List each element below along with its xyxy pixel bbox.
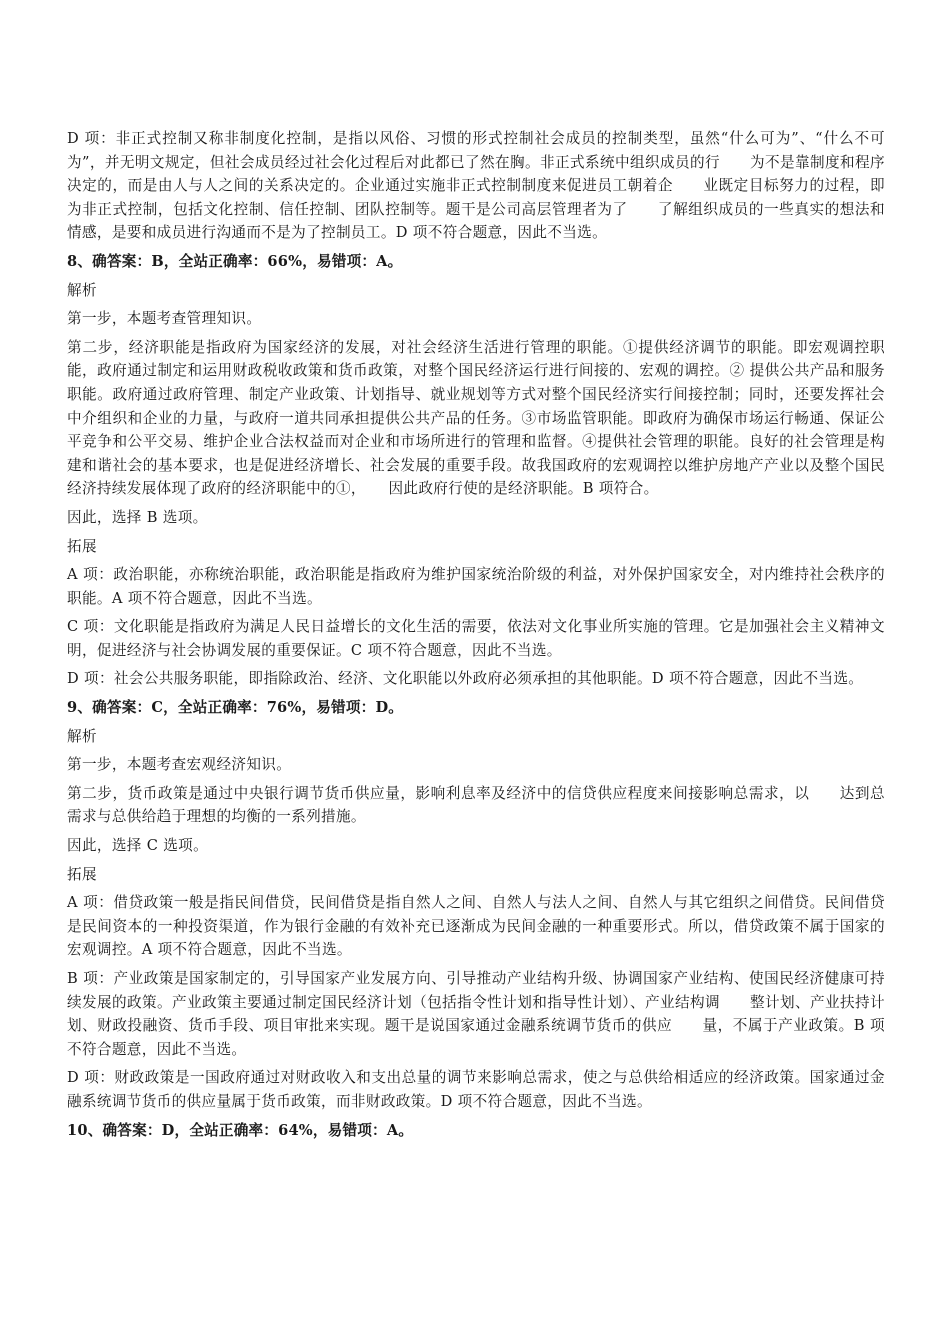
paragraph: 第二步，货币政策是通过中央银行调节货币供应量，影响利息率及经济中的信贷供应程度来间接影响总需求，以 达到总需求与总供给趋于理想的均衡的一系列措施。 xyxy=(67,784,885,826)
section-label: 解析 xyxy=(67,281,97,299)
paragraph: 因此，选择 B 选项。 xyxy=(67,508,208,526)
paragraph: 第一步，本题考查管理知识。 xyxy=(67,310,262,328)
paragraph: 因此，选择 C 选项。 xyxy=(67,837,209,855)
answer-line: 10、确答案：D，全站正确率：64%，易错项：A。 xyxy=(67,1121,414,1139)
paragraph: C 项：文化职能是指政府为满足人民日益增长的文化生活的需要，依法对文化事业所实施的管理。它是加强社会主义精神文明，促进经济与社会协调发展的重要保证。C 项不符合题意，因此不当选。 xyxy=(67,618,885,659)
section-label: 解析 xyxy=(67,727,97,745)
section-label: 拓展 xyxy=(67,865,97,883)
answer-line: 9、确答案：C，全站正确率：76%，易错项：D。 xyxy=(67,699,404,717)
section-label: 拓展 xyxy=(67,537,97,555)
paragraph: A 项：政治职能，亦称统治职能，政治职能是指政府为维护国家统治阶级的利益，对外保护国家安全，对内维持社会秩序的职能。A 项不符合题意，因此不当选。 xyxy=(67,566,885,607)
paragraph: A 项：借贷政策一般是指民间借贷，民间借贷是指自然人之间、自然人与法人之间、自然人与其它组织之间借贷。民间借贷是民间资本的一种投资渠道，作为银行金融的有效补充已逐渐成为民间金融的一种重要形式。所以，借贷政策不属于国家的宏观调控。A 项不符合题意，因此不当选。 xyxy=(67,894,885,959)
paragraph: B 项：产业政策是国家制定的，引导国家产业发展方向、引导推动产业结构升级、协调国家产业结构、使国民经济健康可持续发展的政策。产业政策主要通过制定国民经济计划（包括指令性计划和指导性计划）、产业结构调 整计划、产业扶持计划、财政投融资、货币手段、项目审批来实现。题干是说国家通过金融系统调节货币的供应 量，不属于产业政策。B 项不符合题意，因此不当选。 xyxy=(67,970,885,1058)
paragraph: 第二步，经济职能是指政府为国家经济的发展，对社会经济生活进行管理的职能。①提供经济调节的职能。即宏观调控职能，政府通过制定和运用财政税收政策和货币政策，对整个国民经济运行进行间接的、宏观的调控。② 提供公共产品和服务职能。政府通过政府管理、制定产业政策、计划指导、就业规划等方式对整个国民经济实行间接控制；同时，还要发挥社会中介组织和企业的力量，与政府一道共同承担提供公共产品的任务。③市场监管职能。即政府为确保市场运行畅通、保证公平竞争和公平交易、维护企业合法权益而对企业和市场所进行的管理和监督。④提供社会管理的职能。良好的社会管理是构建和谐社会的基本要求，也是促进经济增长、社会发展的重要手段。故我国政府的宏观调控以维护房地产产业以及整个国民经济持续发展体现了政府的经济职能中的①， 因此政府行使的是经济职能。B 项符合。 xyxy=(67,338,885,498)
paragraph: D 项：非正式控制又称非制度化控制，是指以风俗、习惯的形式控制社会成员的控制类型，虽然“什么可为”、“什么不可为”，并无明文规定，但社会成员经过社会化过程后对此都已了然在胸。非正式系统中组织成员的行 为不是靠制度和程序决定的，而是由人与人之间的关系决定的。企业通过实施非正式控制制度来促进员工朝着企 业既定目标努力的过程，即为非正式控制，包括文化控制、信任控制、团队控制等。题干是公司高层管理者为了 了解组织成员的一些真实的想法和情感，是要和成员进行沟通而不是为了控制员工。D 项不符合题意，因此不当选。 xyxy=(67,130,885,242)
paragraph: 第一步，本题考查宏观经济知识。 xyxy=(67,756,292,774)
document-body xyxy=(67,127,885,1147)
paragraph: D 项：社会公共服务职能，即指除政治、经济、文化职能以外政府必须承担的其他职能。D 项不符合题意，因此不当选。 xyxy=(67,670,864,688)
paragraph: D 项：财政政策是一国政府通过对财政收入和支出总量的调节来影响总需求，使之与总供给相适应的经济政策。国家通过金融系统调节货币的供应量属于货币政策，而非财政政策。D 项不符合题意，因此不当选。 xyxy=(67,1069,885,1110)
answer-line: 8、确答案：B，全站正确率：66%，易错项：A。 xyxy=(67,252,403,270)
